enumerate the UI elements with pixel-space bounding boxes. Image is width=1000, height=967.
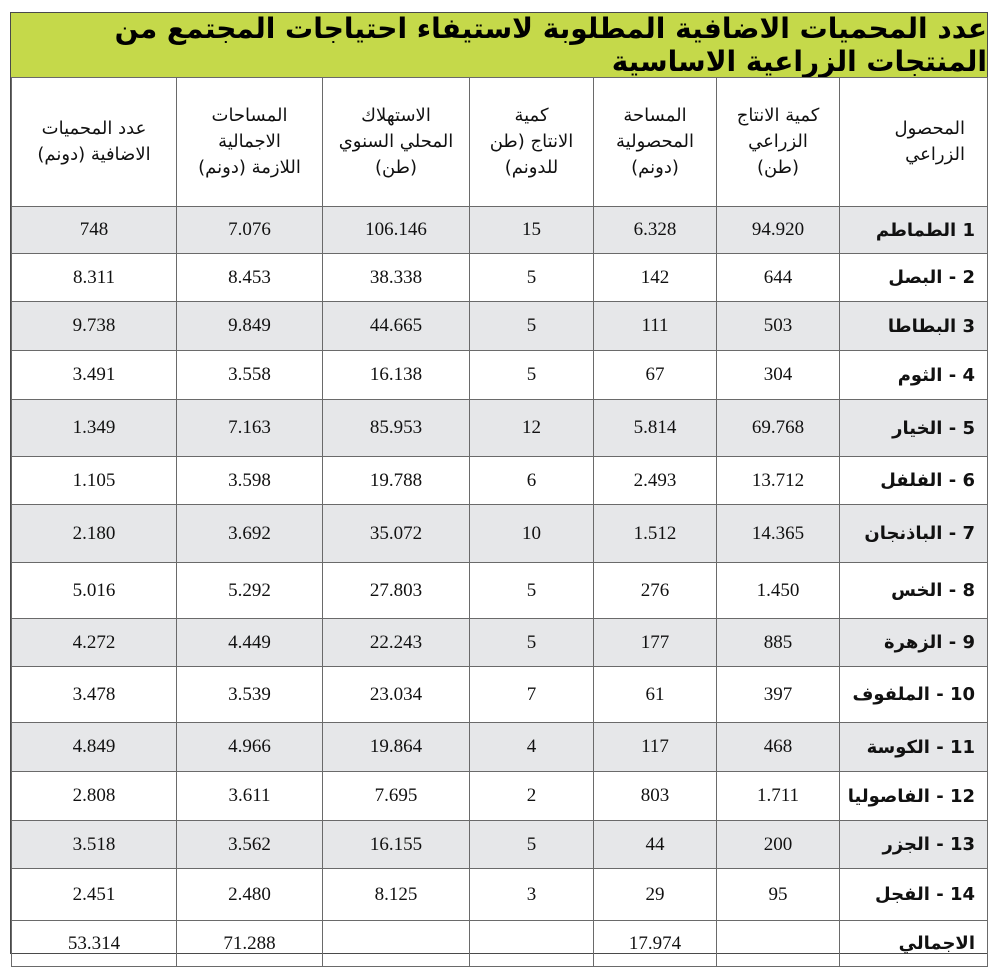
table-row <box>12 563 988 619</box>
table-row <box>12 869 988 921</box>
cell-crop: 14 - الفجل <box>840 869 988 921</box>
cell-production: 1.711 <box>717 772 840 821</box>
cell-consumption: 23.034 <box>323 667 470 723</box>
cell-area: 61 <box>594 667 717 723</box>
cell-area: 111 <box>594 302 717 351</box>
cell-area: 44 <box>594 821 717 869</box>
cell-consumption: 16.155 <box>323 821 470 869</box>
cell-consumption: 35.072 <box>323 505 470 563</box>
cell-production: 468 <box>717 723 840 772</box>
header-crop: المحصول الزراعي <box>840 78 988 207</box>
cell-area: 67 <box>594 351 717 400</box>
table-row <box>12 667 988 723</box>
cell-yield: 4 <box>470 723 594 772</box>
table-row <box>12 457 988 505</box>
cell-yield: 6 <box>470 457 594 505</box>
cell-consumption: 19.864 <box>323 723 470 772</box>
cell-area: 142 <box>594 254 717 302</box>
cell-crop: 9 - الزهرة <box>840 619 988 667</box>
cell-yield: 7 <box>470 667 594 723</box>
cell-required-area: 3.611 <box>177 772 323 821</box>
header-production: كمية الانتاج الزراعي (طن) <box>717 78 840 207</box>
cell-production: 644 <box>717 254 840 302</box>
cell-consumption: 38.338 <box>323 254 470 302</box>
cell-yield: 5 <box>470 302 594 351</box>
header-required-area: المساحات الاجمالية اللازمة (دونم) <box>177 78 323 207</box>
cell-greenhouses: 1.349 <box>12 400 177 457</box>
cell-required-area: 5.292 <box>177 563 323 619</box>
cell-yield: 5 <box>470 563 594 619</box>
cell-consumption: 106.146 <box>323 207 470 254</box>
cell-consumption: 27.803 <box>323 563 470 619</box>
cell-consumption: 16.138 <box>323 351 470 400</box>
cell-area: 29 <box>594 869 717 921</box>
cell-crop: 1 الطماطم <box>840 207 988 254</box>
cell-production: 885 <box>717 619 840 667</box>
table-row <box>12 400 988 457</box>
cell-required-area: 3.692 <box>177 505 323 563</box>
table-body <box>12 207 988 967</box>
header-area: المساحة المحصولية (دونم) <box>594 78 717 207</box>
cell-production: 1.450 <box>717 563 840 619</box>
cell-required-area: 7.076 <box>177 207 323 254</box>
cell-crop: 7 - الباذنجان <box>840 505 988 563</box>
cell-crop: 6 - الفلفل <box>840 457 988 505</box>
cell-production: 94.920 <box>717 207 840 254</box>
cell-area: 2.493 <box>594 457 717 505</box>
cell-crop: 11 - الكوسة <box>840 723 988 772</box>
table-frame <box>10 12 988 954</box>
cell-required-area: 3.558 <box>177 351 323 400</box>
cell-area: 1.512 <box>594 505 717 563</box>
total-production <box>717 921 840 967</box>
cell-required-area: 4.449 <box>177 619 323 667</box>
cell-greenhouses: 2.180 <box>12 505 177 563</box>
cell-consumption: 7.695 <box>323 772 470 821</box>
cell-area: 803 <box>594 772 717 821</box>
cell-yield: 15 <box>470 207 594 254</box>
cell-greenhouses: 3.491 <box>12 351 177 400</box>
cell-crop: 8 - الخس <box>840 563 988 619</box>
cell-greenhouses: 4.849 <box>12 723 177 772</box>
cell-production: 200 <box>717 821 840 869</box>
table-row <box>12 351 988 400</box>
cell-production: 397 <box>717 667 840 723</box>
total-crop: الاجمالي <box>840 921 988 967</box>
total-area: 17.974 <box>594 921 717 967</box>
cell-greenhouses: 2.451 <box>12 869 177 921</box>
cell-greenhouses: 3.518 <box>12 821 177 869</box>
table-row <box>12 821 988 869</box>
header-yield: كمية الانتاج (طن للدونم) <box>470 78 594 207</box>
cell-greenhouses: 9.738 <box>12 302 177 351</box>
cell-production: 14.365 <box>717 505 840 563</box>
table-row <box>12 619 988 667</box>
cell-area: 5.814 <box>594 400 717 457</box>
cell-consumption: 44.665 <box>323 302 470 351</box>
table-row <box>12 254 988 302</box>
cell-greenhouses: 5.016 <box>12 563 177 619</box>
table-row <box>12 207 988 254</box>
cell-required-area: 4.966 <box>177 723 323 772</box>
cell-crop: 5 - الخيار <box>840 400 988 457</box>
cell-greenhouses: 3.478 <box>12 667 177 723</box>
total-required-area: 71.288 <box>177 921 323 967</box>
cell-consumption: 8.125 <box>323 869 470 921</box>
table-row <box>12 723 988 772</box>
cell-area: 276 <box>594 563 717 619</box>
cell-required-area: 7.163 <box>177 400 323 457</box>
cell-crop: 10 - الملفوف <box>840 667 988 723</box>
cell-production: 503 <box>717 302 840 351</box>
cell-crop: 3 البطاطا <box>840 302 988 351</box>
table-row <box>12 772 988 821</box>
header-row <box>12 78 988 207</box>
cell-required-area: 3.562 <box>177 821 323 869</box>
cell-required-area: 3.539 <box>177 667 323 723</box>
cell-required-area: 9.849 <box>177 302 323 351</box>
cell-consumption: 19.788 <box>323 457 470 505</box>
header-consumption: الاستهلاك المحلي السنوي (طن) <box>323 78 470 207</box>
cell-area: 6.328 <box>594 207 717 254</box>
cell-greenhouses: 748 <box>12 207 177 254</box>
cell-crop: 12 - الفاصوليا <box>840 772 988 821</box>
table-row <box>12 505 988 563</box>
cell-yield: 12 <box>470 400 594 457</box>
table-row <box>12 302 988 351</box>
cell-greenhouses: 4.272 <box>12 619 177 667</box>
total-greenhouses: 53.314 <box>12 921 177 967</box>
cell-consumption: 85.953 <box>323 400 470 457</box>
cell-yield: 5 <box>470 351 594 400</box>
cell-consumption: 22.243 <box>323 619 470 667</box>
header-greenhouses: عدد المحميات الاضافية (دونم) <box>12 78 177 207</box>
total-yield <box>470 921 594 967</box>
cell-required-area: 2.480 <box>177 869 323 921</box>
cell-greenhouses: 8.311 <box>12 254 177 302</box>
cell-crop: 4 - الثوم <box>840 351 988 400</box>
cell-area: 177 <box>594 619 717 667</box>
total-row <box>12 921 988 967</box>
data-table <box>11 77 988 967</box>
cell-greenhouses: 2.808 <box>12 772 177 821</box>
cell-yield: 3 <box>470 869 594 921</box>
total-consumption <box>323 921 470 967</box>
cell-required-area: 3.598 <box>177 457 323 505</box>
cell-required-area: 8.453 <box>177 254 323 302</box>
cell-production: 13.712 <box>717 457 840 505</box>
cell-yield: 5 <box>470 821 594 869</box>
page-title: عدد المحميات الاضافية المطلوبة لاستيفاء احتياجات المجتمع من المنتجات الزراعية الاساسية <box>11 13 987 78</box>
cell-production: 95 <box>717 869 840 921</box>
cell-yield: 2 <box>470 772 594 821</box>
cell-production: 69.768 <box>717 400 840 457</box>
cell-greenhouses: 1.105 <box>12 457 177 505</box>
cell-crop: 13 - الجزر <box>840 821 988 869</box>
cell-crop: 2 - البصل <box>840 254 988 302</box>
cell-area: 117 <box>594 723 717 772</box>
cell-yield: 5 <box>470 619 594 667</box>
cell-production: 304 <box>717 351 840 400</box>
cell-yield: 5 <box>470 254 594 302</box>
cell-yield: 10 <box>470 505 594 563</box>
